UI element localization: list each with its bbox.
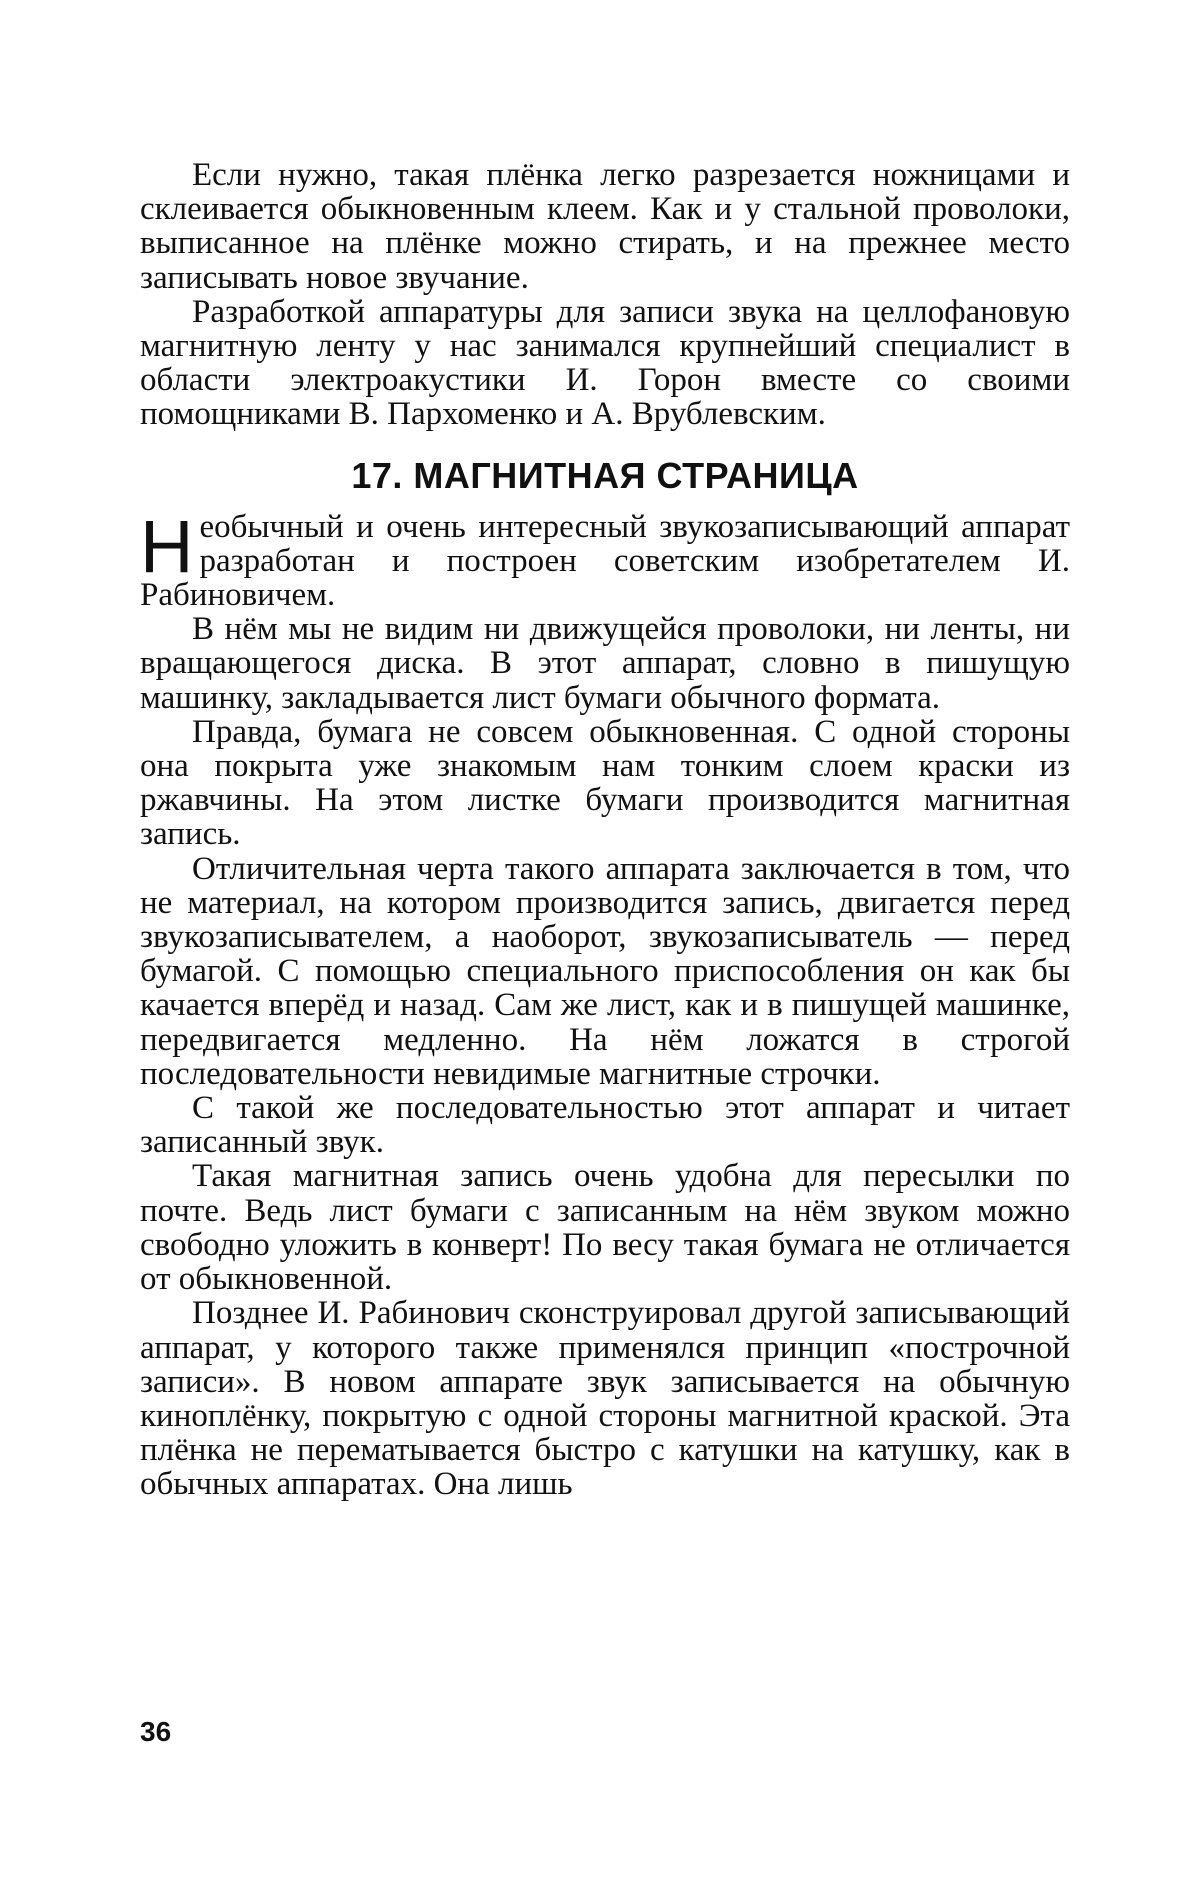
paragraph-intro-text: еобычный и очень интересный звукозаписывающий аппарат разработан и построен советским изобретателем И. Рабиновичем. [140, 509, 1070, 613]
paragraph-scissors: Если нужно, такая плёнка легко разрезается ножницами и склеивается обыкновенным клеем. Как и у стальной проволоки, выписанное на плёнке можно стирать, и на прежнее место записывать новое звучание. [140, 158, 1070, 295]
section-heading: 17. МАГНИТНАЯ СТРАНИЦА [140, 456, 1070, 496]
paragraph-paper: Правда, бумага не совсем обыкновенная. С одной стороны она покрыта уже знакомым нам тонким слоем краски из ржавчины. На этом листке бумаги производится магнитная запись. [140, 715, 1070, 852]
book-page [0, 0, 1200, 1880]
paragraph-mail: Такая магнитная запись очень удобна для пересылки по почте. Ведь лист бумаги с записанным на нём звуком можно свободно уложить в конверт! По весу такая бумага не отличается от обыкновенной. [140, 1159, 1070, 1296]
page-number: 36 [140, 1716, 171, 1748]
page-text [140, 158, 1070, 1502]
paragraph-no-wire: В нём мы не видим ни движущейся проволоки, ни ленты, ни вращающегося диска. В этот аппарат, словно в пишущую машинку, закладывается лист бумаги обычного формата. [140, 612, 1070, 715]
paragraph-distinctive: Отличительная черта такого аппарата заключается в том, что не материал, на котором производится запись, двигается перед звукозаписывателем, а наоборот, звукозаписыватель — перед бумагой. С помощью специального приспособления он как бы качается вперёд и назад. Сам же лист, как и в пишущей машинке, передвигается медленно. На нём ложатся в строгой последовательности невидимые магнитные строчки. [140, 852, 1070, 1091]
paragraph-reading: С такой же последовательностью этот аппарат и читает записанный звук. [140, 1091, 1070, 1159]
paragraph-goron: Разработкой аппаратуры для записи звука на целлофановую магнитную ленту у нас занимался крупнейший специалист в области электроакустики И. Горон вместе со своими помощниками В. Пархоменко и А. Врублевским. [140, 295, 1070, 432]
dropcap-letter: Н [140, 516, 193, 578]
paragraph-later: Позднее И. Рабинович сконструировал другой записывающий аппарат, у которого также применялся принцип «построчной записи». В новом аппарате звук записывается на обычную киноплёнку, покрытую с одной стороны магнитной краской. Эта плёнка не перематывается быстро с катушки на катушку, как в обычных аппаратах. Она лишь [140, 1296, 1070, 1501]
paragraph-intro [140, 510, 1070, 613]
